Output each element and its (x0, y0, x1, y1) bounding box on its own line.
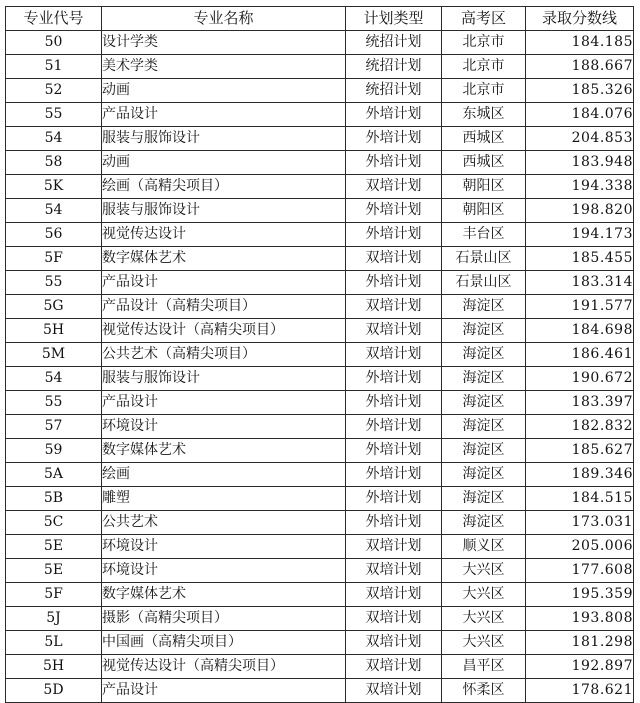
cell-plan-type: 双培计划 (346, 295, 442, 319)
cell-admission-score: 189.346 (526, 463, 634, 487)
table-header (6, 7, 634, 31)
cropped-caption-strip (0, 0, 640, 5)
cell-major-code: 5H (6, 319, 102, 343)
cell-admission-score: 204.853 (526, 127, 634, 151)
cell-plan-type: 双培计划 (346, 559, 442, 583)
cell-major-name: 数字媒体艺术 (102, 439, 346, 463)
table-row (6, 31, 634, 55)
table-row (6, 391, 634, 415)
table-row (6, 679, 634, 703)
table-row (6, 127, 634, 151)
cell-plan-type: 外培计划 (346, 487, 442, 511)
cell-admission-score: 194.173 (526, 223, 634, 247)
cell-major-code: 5E (6, 559, 102, 583)
admission-score-table (5, 6, 634, 703)
table-row (6, 295, 634, 319)
cell-admission-score: 182.832 (526, 415, 634, 439)
cell-admission-score: 186.461 (526, 343, 634, 367)
table-row (6, 343, 634, 367)
cell-major-name: 雕塑 (102, 487, 346, 511)
table-row (6, 367, 634, 391)
cell-plan-type: 双培计划 (346, 583, 442, 607)
cell-exam-district: 海淀区 (442, 367, 526, 391)
cell-plan-type: 双培计划 (346, 247, 442, 271)
cell-plan-type: 外培计划 (346, 439, 442, 463)
cell-major-code: 5A (6, 463, 102, 487)
cell-major-name: 摄影（高精尖项目） (102, 607, 346, 631)
cell-admission-score: 185.326 (526, 79, 634, 103)
cell-plan-type: 外培计划 (346, 103, 442, 127)
table-row (6, 151, 634, 175)
table-row (6, 511, 634, 535)
cell-major-code: 52 (6, 79, 102, 103)
cell-major-name: 产品设计（高精尖项目） (102, 295, 346, 319)
cell-exam-district: 西城区 (442, 151, 526, 175)
cell-major-code: 55 (6, 391, 102, 415)
cell-exam-district: 海淀区 (442, 487, 526, 511)
header-row (6, 7, 634, 31)
cell-exam-district: 海淀区 (442, 319, 526, 343)
cell-plan-type: 外培计划 (346, 511, 442, 535)
cell-major-code: 5L (6, 631, 102, 655)
cell-major-name: 服装与服饰设计 (102, 199, 346, 223)
cell-major-code: 54 (6, 127, 102, 151)
cell-plan-type: 统招计划 (346, 55, 442, 79)
cell-major-code: 56 (6, 223, 102, 247)
cell-admission-score: 173.031 (526, 511, 634, 535)
cell-plan-type: 双培计划 (346, 679, 442, 703)
cell-admission-score: 195.359 (526, 583, 634, 607)
cell-major-code: 5H (6, 655, 102, 679)
cell-plan-type: 双培计划 (346, 535, 442, 559)
cell-plan-type: 双培计划 (346, 175, 442, 199)
cell-admission-score: 191.577 (526, 295, 634, 319)
cell-admission-score: 177.608 (526, 559, 634, 583)
cell-plan-type: 双培计划 (346, 631, 442, 655)
cell-admission-score: 184.076 (526, 103, 634, 127)
table-row (6, 79, 634, 103)
cell-admission-score: 178.621 (526, 679, 634, 703)
cell-major-name: 产品设计 (102, 391, 346, 415)
cell-major-name: 设计学类 (102, 31, 346, 55)
cell-major-name: 产品设计 (102, 271, 346, 295)
cell-exam-district: 朝阳区 (442, 175, 526, 199)
cell-major-name: 数字媒体艺术 (102, 583, 346, 607)
cell-major-code: 59 (6, 439, 102, 463)
cell-major-name: 绘画 (102, 463, 346, 487)
cell-major-name: 中国画（高精尖项目） (102, 631, 346, 655)
cell-exam-district: 海淀区 (442, 415, 526, 439)
cell-exam-district: 大兴区 (442, 631, 526, 655)
cell-plan-type: 外培计划 (346, 151, 442, 175)
cell-plan-type: 双培计划 (346, 319, 442, 343)
table-row (6, 247, 634, 271)
cell-admission-score: 192.897 (526, 655, 634, 679)
cell-major-code: 54 (6, 367, 102, 391)
cell-admission-score: 184.185 (526, 31, 634, 55)
header-exam-district: 高考区 (442, 7, 526, 31)
cell-exam-district: 海淀区 (442, 511, 526, 535)
cell-major-code: 58 (6, 151, 102, 175)
cell-major-code: 55 (6, 103, 102, 127)
cell-major-name: 视觉传达设计（高精尖项目） (102, 655, 346, 679)
cell-major-code: 5F (6, 583, 102, 607)
cell-major-name: 视觉传达设计（高精尖项目） (102, 319, 346, 343)
table-row (6, 223, 634, 247)
cell-major-code: 5K (6, 175, 102, 199)
cell-major-code: 50 (6, 31, 102, 55)
cell-plan-type: 外培计划 (346, 271, 442, 295)
cell-exam-district: 顺义区 (442, 535, 526, 559)
cell-plan-type: 外培计划 (346, 463, 442, 487)
cell-major-name: 产品设计 (102, 679, 346, 703)
cell-plan-type: 外培计划 (346, 367, 442, 391)
table-row (6, 583, 634, 607)
cell-major-code: 51 (6, 55, 102, 79)
cell-major-name: 服装与服饰设计 (102, 367, 346, 391)
cell-admission-score: 183.397 (526, 391, 634, 415)
table-body (6, 31, 634, 703)
table-row (6, 319, 634, 343)
header-major-name: 专业名称 (102, 7, 346, 31)
cell-exam-district: 石景山区 (442, 247, 526, 271)
cell-admission-score: 190.672 (526, 367, 634, 391)
cell-exam-district: 朝阳区 (442, 199, 526, 223)
cell-exam-district: 大兴区 (442, 559, 526, 583)
header-admission-score: 录取分数线 (526, 7, 634, 31)
cell-major-name: 绘画（高精尖项目） (102, 175, 346, 199)
cell-plan-type: 双培计划 (346, 343, 442, 367)
cell-plan-type: 外培计划 (346, 223, 442, 247)
cell-exam-district: 昌平区 (442, 655, 526, 679)
cell-major-name: 公共艺术（高精尖项目） (102, 343, 346, 367)
cell-exam-district: 大兴区 (442, 583, 526, 607)
table-row (6, 415, 634, 439)
cell-admission-score: 181.298 (526, 631, 634, 655)
table-row (6, 463, 634, 487)
cell-exam-district: 北京市 (442, 31, 526, 55)
cell-exam-district: 海淀区 (442, 343, 526, 367)
cell-exam-district: 丰台区 (442, 223, 526, 247)
cell-major-code: 5M (6, 343, 102, 367)
table-row (6, 439, 634, 463)
cell-plan-type: 外培计划 (346, 415, 442, 439)
cell-major-name: 环境设计 (102, 559, 346, 583)
cell-admission-score: 193.808 (526, 607, 634, 631)
cell-major-code: 5F (6, 247, 102, 271)
cell-major-code: 5C (6, 511, 102, 535)
table-row (6, 535, 634, 559)
cell-exam-district: 西城区 (442, 127, 526, 151)
cell-plan-type: 统招计划 (346, 79, 442, 103)
table-row (6, 199, 634, 223)
cell-major-name: 动画 (102, 79, 346, 103)
cell-major-code: 55 (6, 271, 102, 295)
table-row (6, 655, 634, 679)
cell-admission-score: 184.515 (526, 487, 634, 511)
table-row (6, 631, 634, 655)
cell-exam-district: 怀柔区 (442, 679, 526, 703)
cell-major-name: 环境设计 (102, 415, 346, 439)
cell-plan-type: 外培计划 (346, 199, 442, 223)
cell-exam-district: 北京市 (442, 55, 526, 79)
cell-major-name: 公共艺术 (102, 511, 346, 535)
table-row (6, 103, 634, 127)
table-row (6, 271, 634, 295)
cell-admission-score: 194.338 (526, 175, 634, 199)
cell-major-name: 产品设计 (102, 103, 346, 127)
cell-admission-score: 183.948 (526, 151, 634, 175)
cell-exam-district: 海淀区 (442, 463, 526, 487)
cell-plan-type: 外培计划 (346, 391, 442, 415)
cell-admission-score: 185.627 (526, 439, 634, 463)
cell-admission-score: 205.006 (526, 535, 634, 559)
header-major-code: 专业代号 (6, 7, 102, 31)
cell-major-code: 54 (6, 199, 102, 223)
cell-exam-district: 海淀区 (442, 439, 526, 463)
cell-major-code: 5J (6, 607, 102, 631)
table-row (6, 175, 634, 199)
cell-plan-type: 外培计划 (346, 127, 442, 151)
cell-exam-district: 东城区 (442, 103, 526, 127)
cell-major-name: 环境设计 (102, 535, 346, 559)
cell-admission-score: 188.667 (526, 55, 634, 79)
cell-exam-district: 海淀区 (442, 295, 526, 319)
table-row (6, 487, 634, 511)
cell-exam-district: 北京市 (442, 79, 526, 103)
cell-admission-score: 183.314 (526, 271, 634, 295)
cell-major-name: 服装与服饰设计 (102, 127, 346, 151)
cell-major-code: 5E (6, 535, 102, 559)
cell-exam-district: 海淀区 (442, 391, 526, 415)
cell-major-name: 视觉传达设计 (102, 223, 346, 247)
header-plan-type: 计划类型 (346, 7, 442, 31)
cell-admission-score: 184.698 (526, 319, 634, 343)
table-row (6, 607, 634, 631)
cell-admission-score: 185.455 (526, 247, 634, 271)
table-row (6, 55, 634, 79)
cell-major-name: 数字媒体艺术 (102, 247, 346, 271)
cell-plan-type: 双培计划 (346, 607, 442, 631)
cell-major-name: 美术学类 (102, 55, 346, 79)
cell-major-code: 5B (6, 487, 102, 511)
cell-major-name: 动画 (102, 151, 346, 175)
cell-major-code: 5G (6, 295, 102, 319)
cell-major-code: 57 (6, 415, 102, 439)
cell-plan-type: 双培计划 (346, 655, 442, 679)
cell-major-code: 5D (6, 679, 102, 703)
cell-plan-type: 统招计划 (346, 31, 442, 55)
cell-admission-score: 198.820 (526, 199, 634, 223)
table-row (6, 559, 634, 583)
cell-exam-district: 大兴区 (442, 607, 526, 631)
cell-exam-district: 石景山区 (442, 271, 526, 295)
